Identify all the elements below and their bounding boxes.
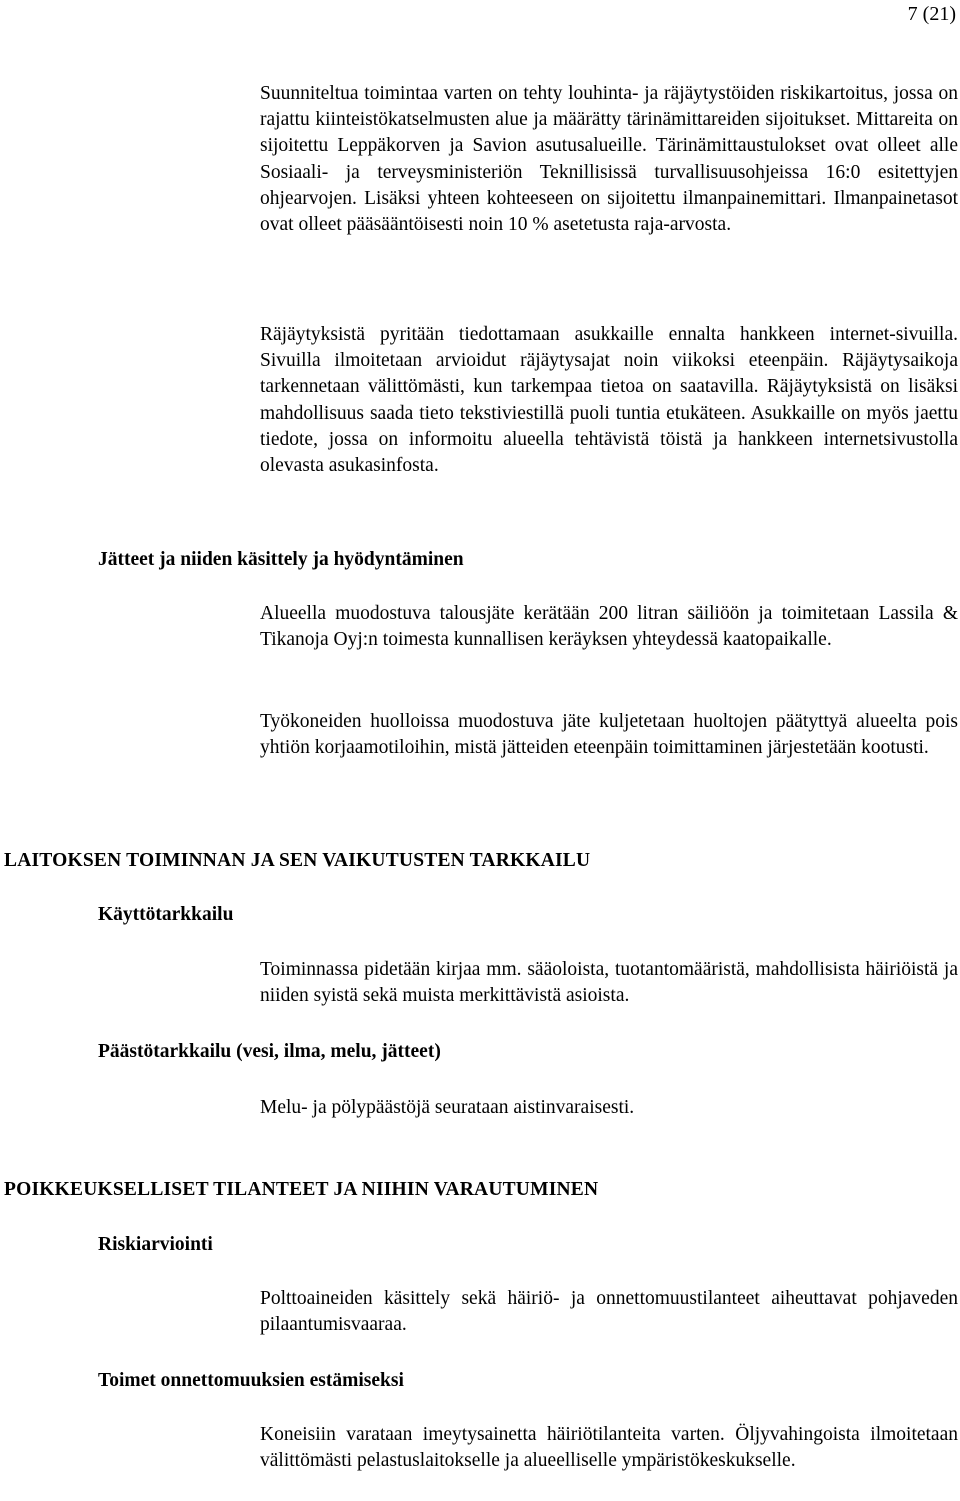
paragraph-operational-records: Toiminnassa pidetään kirjaa mm. sääoloista, tuotantomääristä, mahdollisista häiriöistä ja niiden syistä sekä muista merkittävistä asioista.: [260, 959, 958, 1007]
heading-risk-assessment: Riskiarviointi: [98, 1234, 213, 1255]
paragraph-blasting-risk-mapping: Suunniteltua toimintaa varten on tehty louhinta- ja räjäytystöiden riskikartoitus, jossa on rajattu kiinteistökatselmusten alue ja määrätty tärinämittareiden sijoitukset. Mittareita on sijoitettu Leppäkorven ja Savion asutusalueille. Tärinämittaustulokset ovat olleet alle Sosiaali- ja terveysministeriön Teknillisissä turvallisuusohjeissa 16:0 esitettyjen ohjearvojen. Lisäksi yhteen kohteeseen on sijoitettu ilmanpainemittari. Ilmanpainetasot ovat olleet pääsääntöisesti noin 10 % asetetusta raja-arvosta.: [260, 83, 958, 236]
paragraph-risk-description: Polttoaineiden käsittely sekä häiriö- ja onnettomuustilanteet aiheuttavat pohjaveden pilaantumisvaaraa.: [260, 1288, 958, 1336]
heading-monitoring-section: LAITOKSEN TOIMINNAN JA SEN VAIKUTUSTEN TARKKAILU: [4, 850, 591, 871]
paragraph-emission-observation: Melu- ja pölypäästöjä seurataan aistinvaraisesti.: [260, 1097, 635, 1118]
page-number: 7 (21): [907, 3, 956, 25]
paragraph-household-waste: Alueella muodostuva talousjäte kerätään 200 litran säiliöön ja toimitetaan Lassila & Tikanoja Oyj:n toimesta kunnallisen keräyksen yhteydessä kaatopaikalle.: [260, 603, 958, 651]
heading-operational-monitoring: Käyttötarkkailu: [98, 904, 234, 925]
heading-waste: Jätteet ja niiden käsittely ja hyödyntäminen: [98, 549, 464, 570]
paragraph-accident-measures: Koneisiin varataan imeytysainetta häiriötilanteita varten. Öljyvahingoista ilmoitetaan välittömästi pelastuslaitokselle ja alueelliselle ympäristökeskukselle.: [260, 1424, 958, 1472]
paragraph-blasting-communication: Räjäytyksistä pyritään tiedottamaan asukkaille ennalta hankkeen internet-sivuilla. Sivuilla ilmoitetaan arvioidut räjäytysajat noin viikoksi eteenpäin. Räjäytysaikoja tarkennetaan välittömästi, kun tarkempaa tietoa on saatavilla. Räjäytyksistä on lisäksi mahdollisuus saada tieto tekstiviestillä puoli tuntia etukäteen. Asukkaille on myös jaettu tiedote, jossa on informoitu alueella tehtävistä töistä ja hankkeen internetsivustolla olevasta asukasinfosta.: [260, 324, 958, 477]
heading-exceptional-section: POIKKEUKSELLISET TILANTEET JA NIIHIN VARAUTUMINEN: [4, 1179, 599, 1200]
heading-accident-prevention: Toimet onnettomuuksien estämiseksi: [98, 1370, 404, 1391]
heading-emission-monitoring: Päästötarkkailu (vesi, ilma, melu, jätteet): [98, 1041, 441, 1062]
paragraph-maintenance-waste: Työkoneiden huolloissa muodostuva jäte kuljetetaan huoltojen päätyttyä alueelta pois yhtiön korjaamotiloihin, mistä jätteiden eteenpäin toimittaminen järjestetään kootusti.: [260, 711, 958, 759]
